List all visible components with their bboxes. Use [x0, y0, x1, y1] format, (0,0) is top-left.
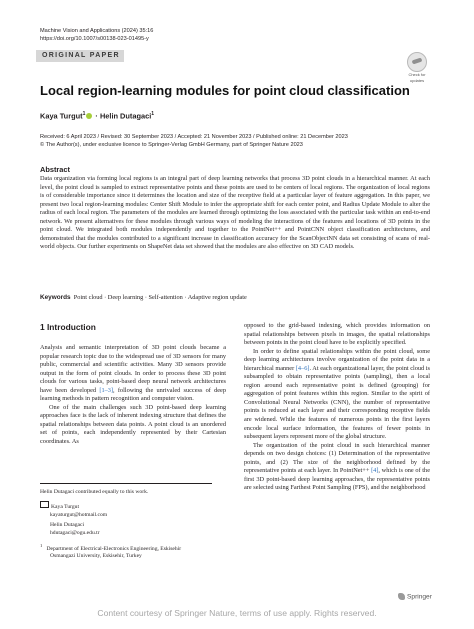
paragraph-text: , which is one of the first 3D point-based deep learning approaches, the representative points are selected using Farthest Point Sampling (FPS), and the neighborhood — [244, 467, 430, 492]
check-updates-line1: Check for — [408, 72, 426, 77]
doi-link[interactable]: https://doi.org/10.1007/s00138-023-01495-y — [40, 36, 149, 42]
check-updates-line2: updates — [409, 77, 425, 83]
journal-header — [40, 27, 153, 43]
section-heading-introduction: 1 Introduction — [40, 322, 96, 332]
paragraph-text: The organization of the point cloud in such hierarchical manner depends on two design choices: (1) Determination of the representative points, and (2) The size of the neighborhood defined by the representative points at each layer. In PointNet++ — [244, 441, 430, 475]
author-name-2: Helin Dutagaci — [50, 522, 85, 529]
author-1[interactable]: Kaya Turgut — [40, 111, 83, 121]
abstract-text: Data organization via forming local regions is an integral part of deep learning networks that process 3D point clouds in a hierarchical manner. At each level, the point cloud is sampled to extract representative points and these points are used to be centers of local regions. The organization of local regions is of considerable importance since it determines the location and size of the receptive field at a particular layer of feature aggregation. In this paper, we present two local region-learning modules: Center Shift Module to infer the appropriate shift for each center point, and Radius Update Module to alter the radius of each local region. The parameters of the modules are learned through optimizing the loss associated with the particular task within an end-to-end network. We present alternatives for these modules through various ways of modeling the interactions of the features and locations of 3D points in the point cloud. We integrated both modules independently and together to the PointNet++ and PointCNN object classification architectures, and demonstrated that the modules contributed to a significant increase in classification accuracy for the ScanObjectNN data set consisting of scans of real-world objects. Our further experiments on ShapeNet data set showed that the modules are also effective on 3D CAD models. — [40, 175, 430, 251]
keywords-text: Point cloud · Deep learning · Self-attention · Adaptive region update — [73, 294, 247, 301]
article-type-badge — [36, 50, 124, 62]
publisher-name: Springer — [407, 593, 432, 601]
author-list — [40, 111, 154, 120]
keywords-label: Keywords — [40, 294, 71, 301]
affiliation — [40, 542, 226, 553]
check-for-updates-button[interactable] — [400, 52, 434, 82]
affiliation-number: 1 — [40, 543, 43, 549]
paragraph — [40, 344, 226, 404]
column-left — [40, 344, 226, 447]
check-updates-icon — [407, 52, 427, 72]
author-separator: · — [93, 111, 100, 121]
paragraph-text: In order to define spatial relationships within the point cloud, some deep learning architectures involve organization of the point data in a hierarchical manner — [244, 347, 430, 372]
affiliation-line2: Osmangazi University, Eskisehir, Turkey — [50, 553, 142, 560]
envelope-icon — [40, 501, 49, 508]
citation-link[interactable]: [4–6] — [295, 364, 310, 372]
paragraph: One of the main challenges such 3D point-based deep learning approaches face is the lack of inherent indexing structure that defines the spatial relationships between data points. A point cloud is an unordered set of points, each independently represented by their Cartesian coordinates. As — [40, 403, 226, 446]
keywords — [40, 294, 430, 301]
paragraph — [244, 442, 430, 493]
author-name: Kaya Turgut — [51, 504, 80, 511]
article-type-label: ORIGINAL PAPER — [42, 52, 120, 59]
paragraph: opposed to the grid-based indexing, which provides information on spatial relationships between pixels in images, the spatial relationships between points in the point cloud have to be explicitly specified. — [244, 322, 430, 347]
footnotes — [40, 489, 226, 561]
footnote-divider — [40, 483, 212, 484]
author-email-1[interactable]: kayaturgut@hotmail.com — [50, 511, 108, 518]
paragraph-text: , following the unrivaled success of deep learning methods in pattern recognition and computer vision. — [40, 386, 226, 403]
author-email-2[interactable]: hdutagaci@ogu.edu.tr — [50, 529, 100, 536]
dates-line: Received: 6 April 2023 / Revised: 30 September 2023 / Accepted: 21 November 2023 / Published online: 21 December 2023 — [40, 134, 348, 140]
springer-horse-icon — [398, 593, 405, 600]
publisher-logo — [398, 593, 432, 600]
affiliation-line1: Department of Electrical-Electronics Engineering, Eskisehir — [46, 545, 182, 552]
copyright-line: © The Author(s), under exclusive licence to Springer-Verlag GmbH Germany, part of Springer Nature 2023 — [40, 142, 303, 148]
journal-citation: Machine Vision and Applications (2024) 35:16 — [40, 28, 154, 34]
paragraph-text: . At each organizational layer, the point cloud is subsampled to obtain representative points (sampling), then a local region around each representative point is defined (grouping) for aggregation of point features within this region. Similar to the spirit of Convolutional Neural Networks (CNN), the number of representative points is reduced at each layer and their corresponding receptive fields are widened. While the features of numerous points in the first layers encode local surface information, the features of fewer points in subsequent layers represent more of the global structure. — [244, 364, 430, 441]
corresponding-author-1 — [40, 501, 226, 511]
citation-link[interactable]: [4] — [371, 467, 379, 475]
publication-history — [40, 133, 348, 149]
courtesy-notice: Content courtesy of Springer Nature, terms of use apply. Rights reserved. — [97, 608, 377, 618]
paper-title: Local region-learning modules for point cloud classification — [40, 83, 410, 98]
author-2-affiliation: 1 — [151, 111, 155, 117]
contribution-note: Helin Dutagaci contributed equally to this work. — [40, 489, 149, 495]
author-2[interactable]: Helin Dutagaci — [99, 111, 152, 121]
orcid-icon[interactable] — [86, 113, 92, 119]
abstract-heading: Abstract — [40, 165, 70, 174]
paragraph — [244, 348, 430, 442]
citation-link[interactable]: [1–3] — [99, 386, 114, 394]
column-right — [244, 322, 430, 493]
author-1-affiliation: 1 — [82, 111, 86, 117]
paragraph-text: Analysis and semantic interpretation of 3D point clouds became a popular research topic due to the widespread use of 3D sensors for many public, commercial and scientific activities. Many 3D sensors provide output in the form of point clouds. In order to process these 3D point clouds for various tasks, point-based deep neural network architectures have been developed — [40, 344, 226, 394]
